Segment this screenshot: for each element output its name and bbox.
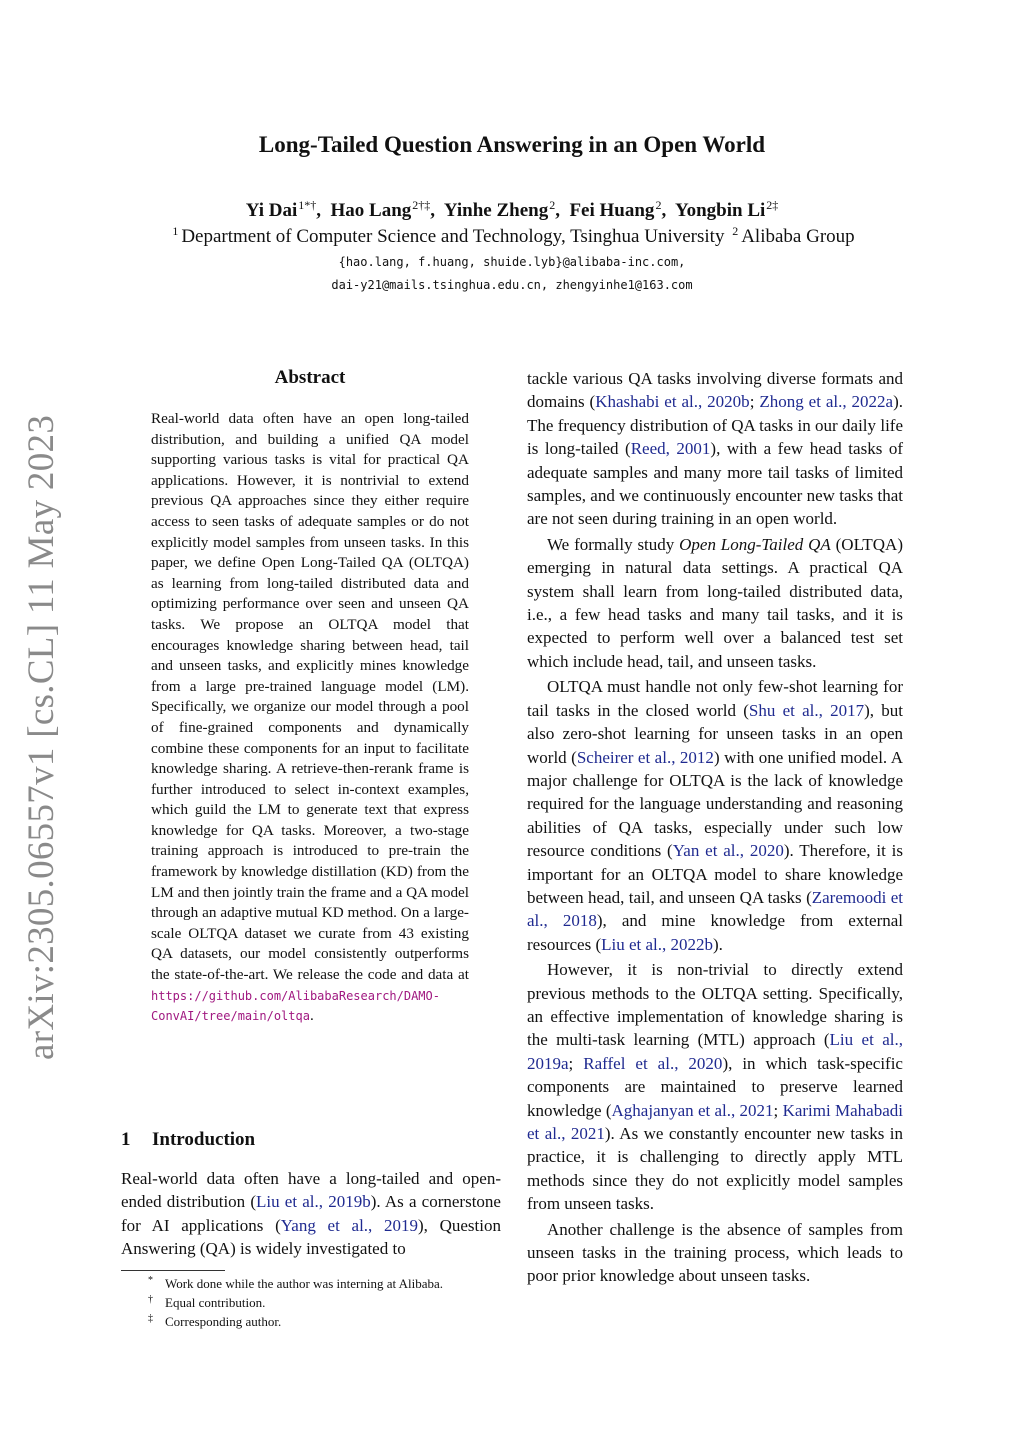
text-run: ;	[568, 1053, 584, 1073]
citation-link[interactable]: Zaremoodi et al., 2018	[527, 887, 903, 931]
citation-link[interactable]: Khashabi et al., 2020b	[595, 392, 750, 412]
text-run: ).	[713, 934, 723, 954]
text-run: OLTQA must handle not only few-shot learning for tail tasks in the closed world (	[527, 677, 903, 720]
email-line: dai-y21@mails.tsinghua.edu.cn, zhengyinhe1@163.com	[331, 278, 693, 292]
abstract-body	[151, 409, 469, 1027]
text-run: ). As a cornerstone for AI applications (	[121, 1192, 501, 1235]
citation-link[interactable]: Raffel et al., 2020	[583, 1053, 723, 1073]
section-heading	[121, 1129, 501, 1151]
text-run: tackle various QA tasks involving diverse formats and domains (	[527, 369, 903, 412]
citation-link[interactable]: Liu et al., 2019a	[527, 1030, 903, 1073]
author-name: Hao Lang	[330, 200, 412, 221]
text-run: ;	[749, 392, 760, 412]
text-run: ). As we constantly encounter new tasks in practice, it is challenging to directly apply MTL methods since they do not explicitly model samples from unseen tasks.	[527, 1124, 903, 1214]
text-run: ). The frequency distribution of QA tasks in our daily life is long-tailed (	[527, 392, 903, 459]
footnote-text: Equal contribution.	[165, 1295, 266, 1310]
affiliations	[0, 224, 1024, 248]
author-marks: 2†‡	[412, 198, 431, 212]
text-run: ), in which task-specific components are maintained to preserve learned knowledge (	[527, 1053, 903, 1120]
text-run: Real-world data often have a long-tailed and open-ended distribution (	[121, 1169, 501, 1212]
intro-paragraph	[121, 1167, 501, 1261]
citation-link[interactable]: Scheirer et al., 2012	[576, 747, 714, 767]
citation-link[interactable]: Aghajanyan et al., 2021	[611, 1100, 774, 1120]
paragraph	[527, 958, 903, 1215]
text-run: ). Therefore, it is important for an OLTQA model to share knowledge between head, tail, and unseen QA tasks (	[527, 841, 903, 907]
affiliation-mark: 2	[732, 224, 739, 238]
footnote-mark: †	[148, 1294, 153, 1305]
text-run: ), and mine knowledge from external resources (	[527, 911, 903, 954]
code-link[interactable]: https://github.com/AlibabaResearch/DAMO-ConvAI/tree/main/oltqa	[151, 988, 440, 1024]
citation-link[interactable]: Zhong et al., 2022a	[759, 392, 894, 412]
footnote	[148, 1274, 508, 1293]
author-name: Yongbin Li	[674, 200, 766, 221]
affiliation-mark: 1	[172, 224, 179, 238]
citation-link[interactable]: Shu et al., 2017	[748, 700, 865, 720]
footnote	[148, 1312, 508, 1331]
author-marks: 1*†	[298, 198, 317, 212]
footnotes	[148, 1274, 508, 1331]
paragraph: Another challenge is the absence of samples from unseen tasks in the training process, which leads to poor prior knowledge about unseen tasks.	[527, 1219, 903, 1286]
arxiv-identifier: arXiv:2305.06557v1 [cs.CL] 11 May 2023	[21, 414, 62, 1060]
author-marks: 2	[655, 198, 662, 212]
text-run: ), with a few head tasks of adequate samples and many more tail tasks of limited samples, and we continuously encounter new tasks that are not seen during training in an open world.	[527, 439, 903, 529]
author-name: Fei Huang	[569, 200, 655, 221]
citation-link[interactable]: Liu et al., 2019b	[256, 1192, 371, 1212]
citation-link[interactable]: Liu et al., 2022b	[601, 934, 714, 954]
right-column	[527, 367, 903, 1290]
text-run: (OLTQA) emerging in natural data settings. A practical QA system shall learn from long-tailed distributed data, i.e., a few head tasks and many tail tasks, and it is expected to perform well over a balanced test set which include head, tail, and unseen tasks.	[527, 534, 903, 671]
section-number: 1	[121, 1129, 131, 1150]
text-run: ), Question Answering (QA) is widely investigated to	[121, 1215, 501, 1259]
text-run: We formally study	[547, 534, 680, 554]
paragraph	[527, 367, 903, 531]
footnote	[148, 1293, 508, 1312]
section-title: Introduction	[152, 1129, 256, 1150]
abstract-end: .	[309, 1007, 314, 1025]
footnote-mark: ‡	[148, 1313, 153, 1324]
paragraph	[527, 533, 903, 673]
footnote-text: Corresponding author.	[165, 1314, 282, 1329]
email-line: {hao.lang, f.huang, shuide.lyb}@alibaba-inc.com,	[338, 255, 686, 269]
affiliation-text: Department of Computer Science and Technology, Tsinghua University	[181, 226, 725, 247]
footnote-rule	[121, 1270, 225, 1271]
footnote-text: Work done while the author was interning at Alibaba.	[165, 1276, 444, 1291]
author-list: Yi Dai$^{1*\dagger}$, Hao Lang$^{2\dagger\ddagger}$, Yinhe Zheng$^2$, Fei Huang$^2$, Yongbin $Li^{2\ddagger}$	[245, 198, 779, 221]
paper-title: Long-Tailed Question Answering in an Open World	[258, 132, 766, 157]
author-marks: 2	[549, 198, 556, 212]
citation-link[interactable]: Karimi Mahabadi et al., 2021	[527, 1100, 903, 1143]
text-run: ), but also zero-shot learning for unseen tasks in an open world (	[527, 700, 903, 767]
paragraph	[527, 675, 903, 956]
text-run: However, it is non-trivial to directly extend previous methods to the OLTQA setting. Specifically, an effective implementation of knowledge sharing is the multi-task learning (MTL) approach (	[527, 960, 903, 1050]
citation-link[interactable]: Yan et al., 2020	[672, 841, 784, 861]
author-name: Yi Dai	[245, 200, 298, 221]
footnote-mark: *	[148, 1275, 153, 1286]
text-run: ) with one unified model. A major challenge for OLTQA is the lack of knowledge required for the language understanding and reasoning abilities of QA tasks, especially under such low resource conditions (	[527, 747, 903, 861]
abstract-heading: Abstract	[274, 367, 346, 388]
author-marks: 2‡	[766, 198, 779, 212]
author-name: Yinhe Zheng	[443, 200, 549, 221]
citation-link[interactable]: Yang et al., 2019	[280, 1215, 418, 1235]
citation-link[interactable]: Reed, 2001	[630, 439, 711, 459]
text-run: ;	[773, 1100, 783, 1120]
affiliation-text: Alibaba Group	[741, 226, 855, 247]
abstract-text: Real-world data often have an open long-tailed distribution, and building a unified QA model supporting various tasks is vital for practical QA applications. However, it is nontrivial to extend previous QA approaches since they either require access to seen tasks of adequate samples or do not explicitly model samples from unseen tasks. In this paper, we define Open Long-Tailed QA (OLTQA) as learning from long-tailed distributed data and optimizing performance over seen and unseen QA tasks. We propose an OLTQA model that encourages knowledge sharing between head, tail and unseen tasks, and explicitly mines knowledge from a large pre-trained language model (LM). Specifically, we organize our model through a pool of fine-grained components and dynamically combine these components for an input to facilitate knowledge sharing. A retrieve-then-rerank frame is further introduced to select in-context examples, which guild the LM to generate text that express knowledge for QA tasks. Moreover, a two-stage training approach is introduced to pre-train the framework by knowledge distillation (KD) from the LM and then jointly train the frame and a QA model through an adaptive mutual KD method. On a large-scale OLTQA dataset we curate from 43 existing QA datasets, our model consistently outperforms the state-of-the-art. We release the code and data at	[151, 410, 470, 984]
emphasis-text: Open Long-Tailed QA	[679, 534, 831, 554]
